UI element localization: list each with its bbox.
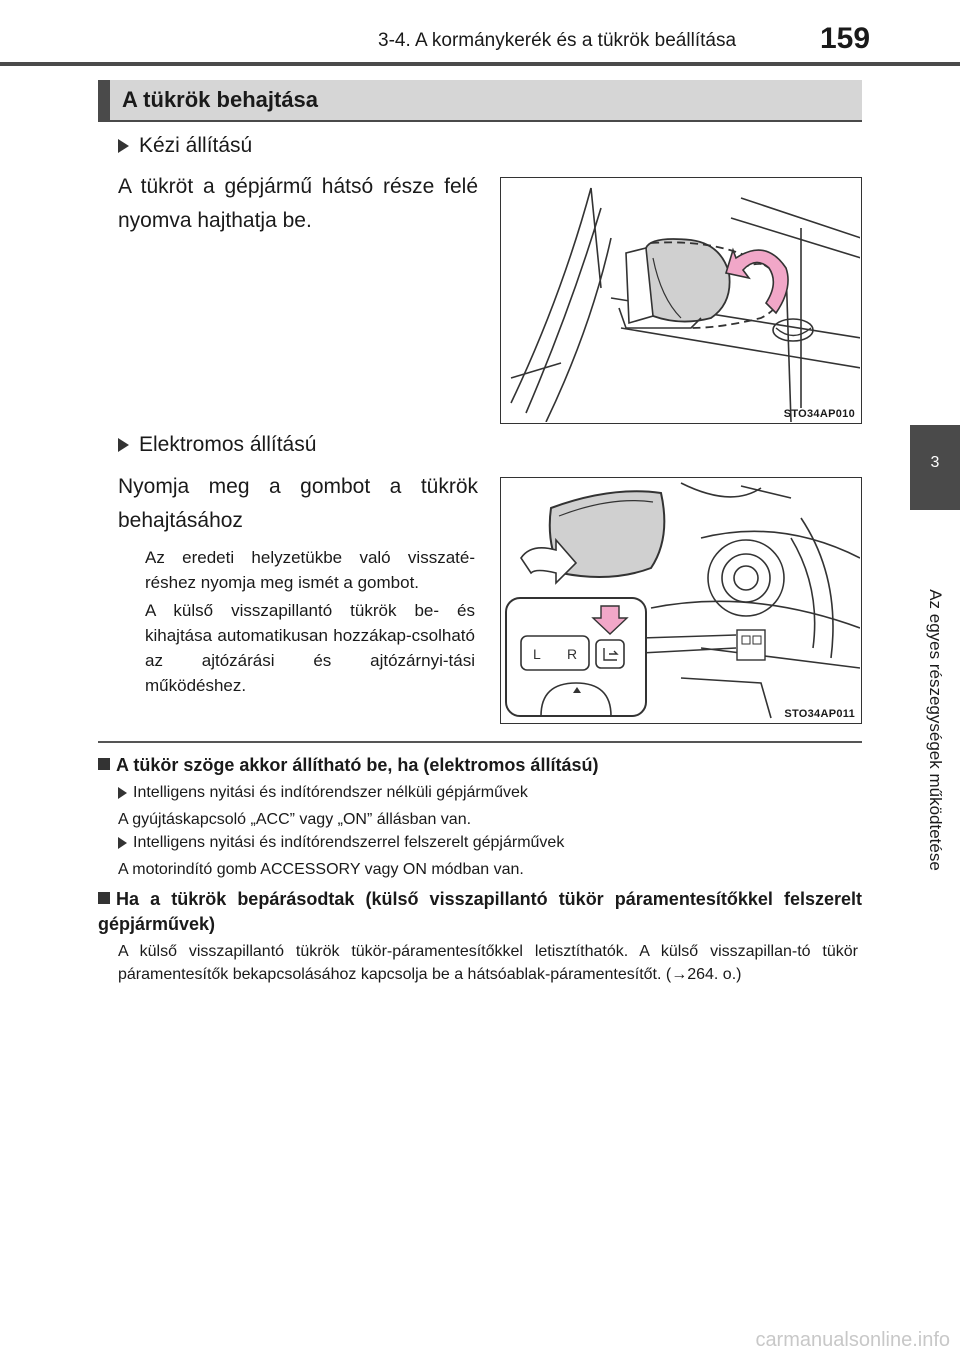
electric-note-auto: A külső visszapillantó tükrök be- és kihajtása automatikusan hozzákap-csolható az ajtózárási és ajtózárnyi-tási működéshez.	[145, 601, 475, 695]
manual-heading	[118, 134, 252, 158]
header-title: 3-4. A kormánykerék és a tükrök beállítása	[378, 30, 737, 51]
chapter-tab: 3	[910, 425, 960, 510]
bullet-triangle-icon	[118, 438, 129, 452]
electric-text: Nyomja meg a gombot a tükrök behajtásához	[118, 475, 478, 532]
bullet-triangle-icon	[118, 787, 127, 799]
fog-note-heading-text: Ha a tükrök bepárásodtak (külső visszapillantó tükör páramentesítőkkel felszerelt gépjárművek)	[98, 889, 862, 934]
manual-heading-text: Kézi állítású	[139, 134, 253, 157]
watermark: carmanualsonline.info	[755, 1329, 950, 1351]
square-bullet-icon	[98, 892, 110, 904]
angle-text-1: A gyújtáskapcsoló „ACC” vagy „ON” állásban van.	[118, 811, 472, 828]
angle-note-heading-text: A tükör szöge akkor állítható be, ha (elektromos állítású)	[116, 755, 599, 775]
section-title-bar	[98, 80, 862, 120]
switch-right-label: R	[567, 646, 578, 662]
angle-item-1	[118, 784, 528, 802]
section-divider	[98, 741, 862, 743]
section-underline	[98, 120, 862, 122]
square-bullet-icon	[98, 758, 110, 770]
fog-note-heading	[98, 887, 862, 937]
angle-item-2-text: Intelligens nyitási és indítórendszerrel felszerelt gépjárművek	[133, 834, 565, 851]
bullet-triangle-icon	[118, 139, 129, 153]
chapter-side-label-text: Az egyes részegységek működtetése	[926, 589, 945, 871]
header-rule	[0, 62, 960, 66]
angle-text-2: A motorindító gomb ACCESSORY vagy ON módban van.	[118, 861, 524, 878]
electric-figure-label: STO34AP011	[784, 708, 855, 720]
page-number: 159	[820, 22, 871, 55]
chapter-side-label	[914, 520, 956, 940]
electric-mirror-illustration	[501, 478, 860, 722]
manual-mirror-figure	[500, 177, 862, 424]
manual-text: A tükröt a gépjármű hátsó része felé nyomva hajthatja be.	[118, 175, 478, 232]
section-title: A tükrök behajtása	[122, 87, 319, 112]
manual-mirror-illustration	[501, 178, 860, 422]
electric-note-return: Az eredeti helyzetükbe való visszaté-réshez nyomja meg ismét a gombot.	[145, 548, 475, 592]
fog-text: A külső visszapillantó tükrök tükör-páramentesítőkkel letisztíthatók. A külső visszapillan-tó tükör páramentesítők bekapcsolásához kapcsolja be a hátsóablak-páramentesítőt. (→264. o.)	[118, 943, 858, 983]
angle-note-heading	[98, 753, 862, 778]
angle-item-2	[118, 834, 564, 852]
manual-figure-label: STO34AP010	[783, 408, 855, 420]
electric-mirror-figure	[500, 477, 862, 724]
bullet-triangle-icon	[118, 837, 127, 849]
switch-left-label: L	[533, 646, 541, 662]
electric-heading	[118, 433, 316, 457]
angle-item-1-text: Intelligens nyitási és indítórendszer nélküli gépjárművek	[133, 784, 528, 801]
electric-heading-text: Elektromos állítású	[139, 433, 317, 456]
